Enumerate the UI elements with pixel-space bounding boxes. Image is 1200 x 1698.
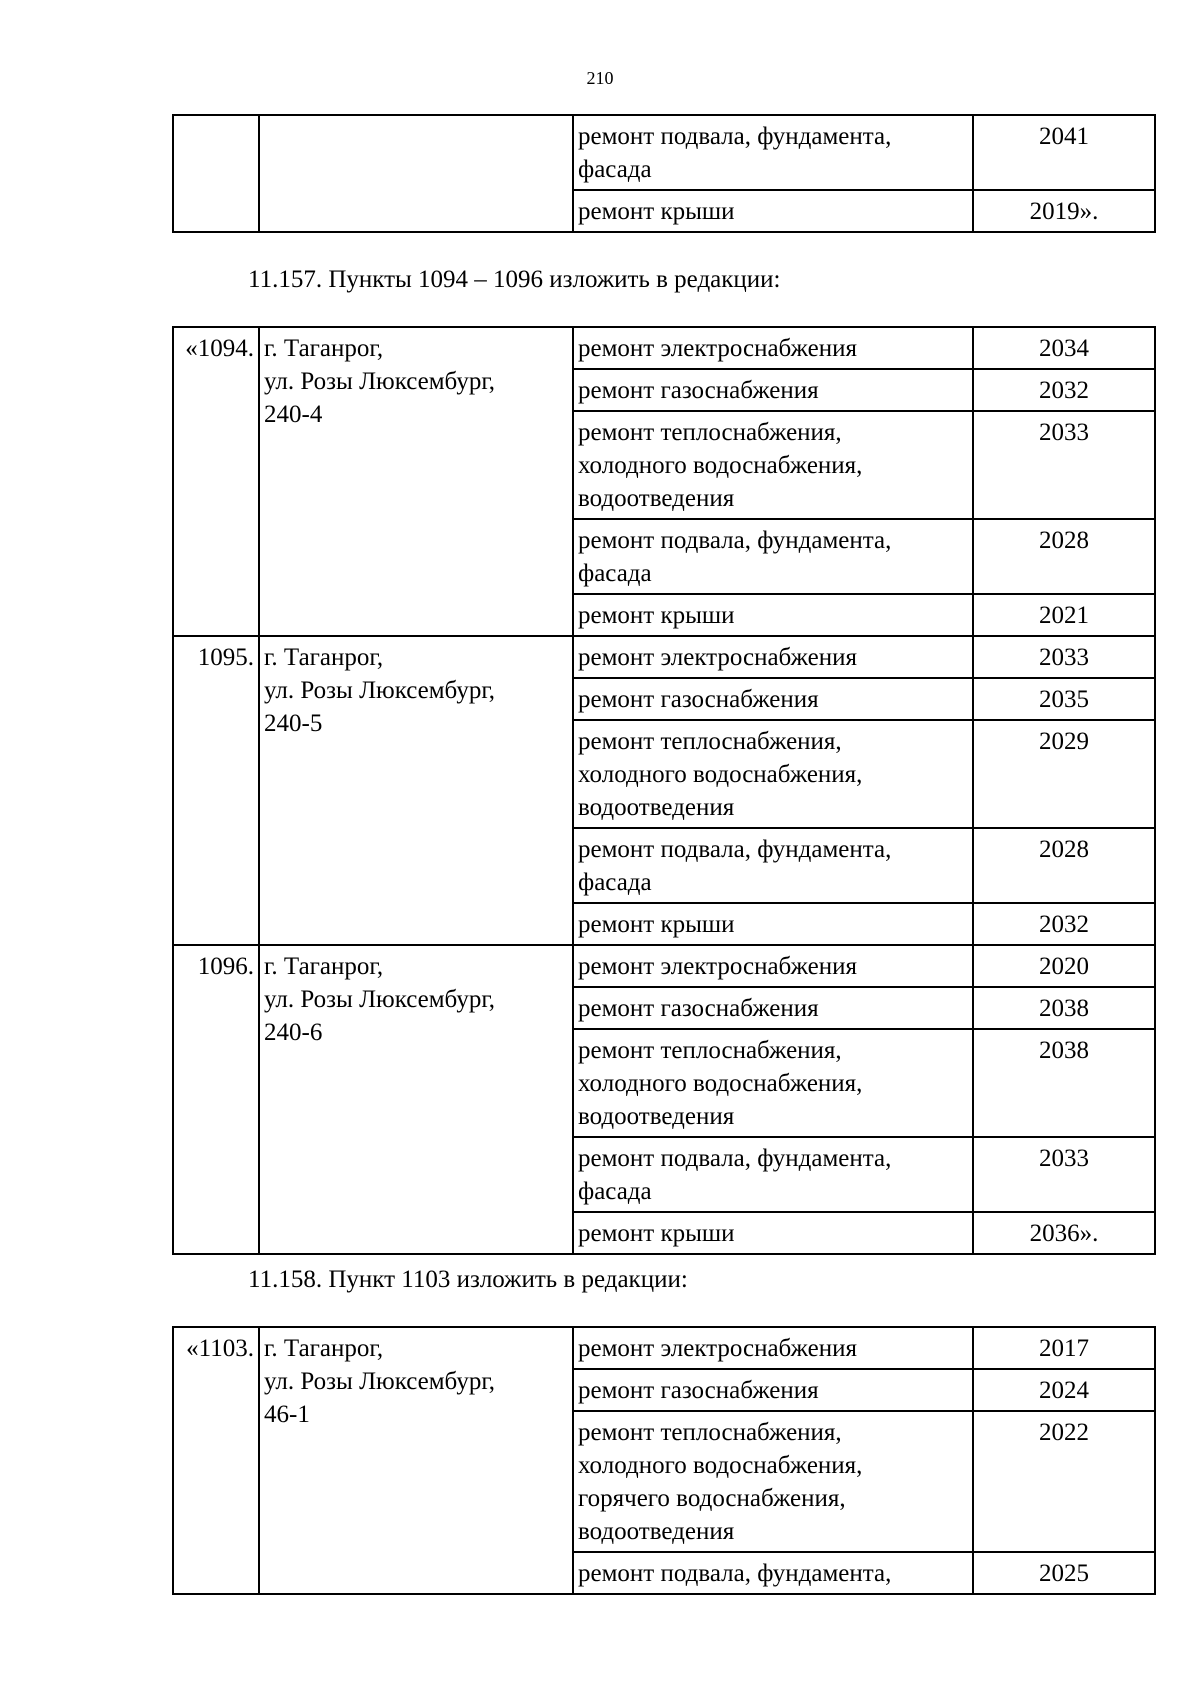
- work-text: водоотведения: [578, 485, 735, 512]
- work-text: горячего водоснабжения,: [578, 1485, 846, 1512]
- work-text: холодного водоснабжения,: [578, 1070, 863, 1097]
- address-line: 240-6: [264, 1019, 323, 1046]
- work-text: фасада: [578, 560, 652, 587]
- work-cell: [573, 1137, 973, 1212]
- table-row: [173, 945, 1155, 987]
- work-text: ремонт теплоснабжения,: [578, 1037, 842, 1064]
- address-cell: [259, 636, 573, 945]
- year-cell: 2041: [973, 115, 1155, 190]
- work-text: холодного водоснабжения,: [578, 1452, 863, 1479]
- year-cell: 2029: [973, 720, 1155, 828]
- work-cell: [573, 594, 973, 636]
- work-cell: [573, 1029, 973, 1137]
- work-text: ремонт подвала, фундамента,: [578, 123, 892, 150]
- address-line: г. Таганрог,: [264, 644, 384, 671]
- work-cell: [573, 411, 973, 519]
- year-cell: 2028: [973, 519, 1155, 594]
- year-cell: 2034: [973, 327, 1155, 369]
- work-text: фасада: [578, 869, 652, 896]
- work-text: ремонт электроснабжения: [578, 1335, 857, 1362]
- work-cell: [573, 678, 973, 720]
- paragraph-11-157: 11.157. Пункты 1094 – 1096 изложить в редакции:: [248, 266, 781, 293]
- work-text: фасада: [578, 156, 652, 183]
- work-text: водоотведения: [578, 1103, 735, 1130]
- year-cell: 2032: [973, 369, 1155, 411]
- address-line: 240-4: [264, 401, 323, 428]
- work-cell: [573, 636, 973, 678]
- work-text: холодного водоснабжения,: [578, 761, 863, 788]
- work-text: ремонт крыши: [578, 602, 735, 629]
- year-cell: 2028: [973, 828, 1155, 903]
- year-cell: 2036».: [973, 1212, 1155, 1254]
- work-text: ремонт крыши: [578, 198, 735, 225]
- address-line: 240-5: [264, 710, 323, 737]
- year-cell: 2021: [973, 594, 1155, 636]
- work-text: ремонт подвала, фундамента,: [578, 527, 892, 554]
- work-cell: [573, 1327, 973, 1369]
- work-text: ремонт газоснабжения: [578, 995, 819, 1022]
- address-line: 46-1: [264, 1401, 310, 1428]
- address-line: ул. Розы Люксембург,: [264, 986, 496, 1013]
- address-line: ул. Розы Люксембург,: [264, 368, 496, 395]
- year-cell: 2032: [973, 903, 1155, 945]
- work-cell: [573, 327, 973, 369]
- work-cell: [573, 190, 973, 232]
- item-number-cell: «1103.: [173, 1327, 259, 1594]
- work-text: ремонт крыши: [578, 1220, 735, 1247]
- work-text: холодного водоснабжения,: [578, 452, 863, 479]
- paragraph-11-158: 11.158. Пункт 1103 изложить в редакции:: [248, 1266, 688, 1293]
- work-cell: [573, 1411, 973, 1552]
- year-cell: 2033: [973, 636, 1155, 678]
- work-cell: [573, 1212, 973, 1254]
- work-cell: [573, 1369, 973, 1411]
- year-cell: 2024: [973, 1369, 1155, 1411]
- work-text: ремонт теплоснабжения,: [578, 419, 842, 446]
- work-cell: [573, 720, 973, 828]
- address-line: г. Таганрог,: [264, 953, 384, 980]
- address-cell: [259, 1327, 573, 1594]
- table-row: [173, 115, 1155, 190]
- year-cell: 2038: [973, 987, 1155, 1029]
- work-text: ремонт газоснабжения: [578, 377, 819, 404]
- work-text: ремонт подвала, фундамента,: [578, 1560, 892, 1587]
- work-text: ремонт подвала, фундамента,: [578, 1145, 892, 1172]
- table-row: [173, 327, 1155, 369]
- address-line: ул. Розы Люксембург,: [264, 677, 496, 704]
- address-line: ул. Розы Люксембург,: [264, 1368, 496, 1395]
- table-item-1103: [172, 1326, 1156, 1595]
- address-cell: [259, 945, 573, 1254]
- work-text: ремонт электроснабжения: [578, 644, 857, 671]
- address-cell: [259, 327, 573, 636]
- year-cell: 2033: [973, 1137, 1155, 1212]
- work-cell: [573, 369, 973, 411]
- work-text: ремонт электроснабжения: [578, 953, 857, 980]
- work-text: ремонт крыши: [578, 911, 735, 938]
- item-number-cell: 1095.: [173, 636, 259, 945]
- work-text: ремонт газоснабжения: [578, 1377, 819, 1404]
- page-number: 210: [586, 68, 614, 88]
- table-items-1094-1096: [172, 326, 1156, 1255]
- table-row: [173, 636, 1155, 678]
- work-cell: [573, 519, 973, 594]
- number-cell: [173, 115, 259, 232]
- work-cell: [573, 828, 973, 903]
- year-cell: 2017: [973, 1327, 1155, 1369]
- year-cell: 2022: [973, 1411, 1155, 1552]
- year-cell: 2020: [973, 945, 1155, 987]
- work-cell: [573, 115, 973, 190]
- table-row: [173, 1327, 1155, 1369]
- work-text: ремонт электроснабжения: [578, 335, 857, 362]
- work-text: водоотведения: [578, 1518, 735, 1545]
- work-cell: [573, 1552, 973, 1594]
- work-text: ремонт теплоснабжения,: [578, 728, 842, 755]
- address-cell: [259, 115, 573, 232]
- year-cell: 2033: [973, 411, 1155, 519]
- address-line: г. Таганрог,: [264, 335, 384, 362]
- item-number-cell: «1094.: [173, 327, 259, 636]
- work-text: водоотведения: [578, 794, 735, 821]
- work-text: ремонт теплоснабжения,: [578, 1419, 842, 1446]
- year-cell: 2038: [973, 1029, 1155, 1137]
- work-cell: [573, 987, 973, 1029]
- work-cell: [573, 945, 973, 987]
- work-text: фасада: [578, 1178, 652, 1205]
- year-cell: 2035: [973, 678, 1155, 720]
- year-cell: 2025: [973, 1552, 1155, 1594]
- table-continuation: [172, 114, 1156, 233]
- work-text: ремонт газоснабжения: [578, 686, 819, 713]
- work-cell: [573, 903, 973, 945]
- item-number-cell: 1096.: [173, 945, 259, 1254]
- work-text: ремонт подвала, фундамента,: [578, 836, 892, 863]
- address-line: г. Таганрог,: [264, 1335, 384, 1362]
- year-cell: 2019».: [973, 190, 1155, 232]
